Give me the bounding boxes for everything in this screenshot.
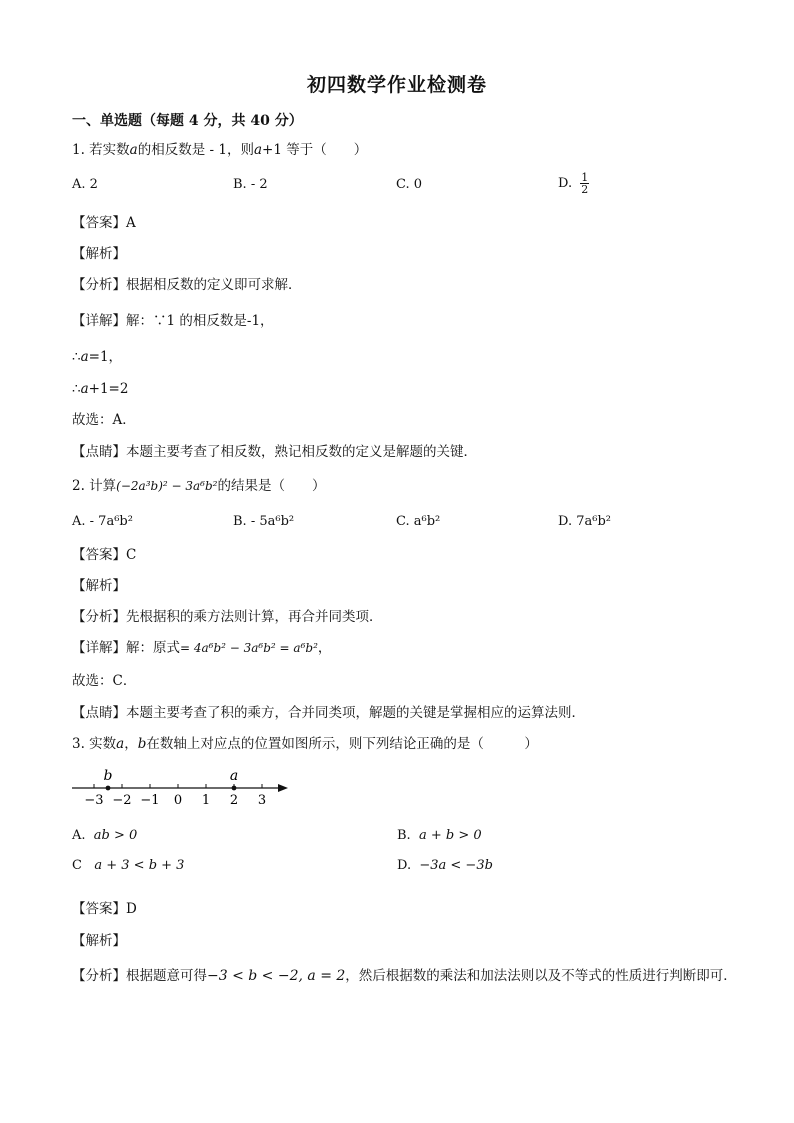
q3-option-a-expr: ab > 0 <box>93 828 138 843</box>
number-line-point-a-dot <box>232 786 237 791</box>
q3-stem-sep: ， <box>124 736 138 752</box>
number-line-tick-label: −2 <box>112 793 132 808</box>
q3-option-a <box>72 828 137 843</box>
section-heading: 一、单选题（每题 4 分，共 40 分） <box>72 113 303 129</box>
q2-analysis: 【分析】先根据积的乘方法则计算，再合并同类项． <box>72 609 383 625</box>
q3-option-c <box>72 858 184 873</box>
q3-stem-pre: 3. 实数 <box>72 736 117 752</box>
q1-stem-pre: 1. 若实数 <box>72 142 130 158</box>
q3-var-a: a <box>116 736 125 752</box>
q3-var-b: b <box>137 736 147 752</box>
number-line-tick-label: 3 <box>257 793 267 808</box>
q3-answer: 【答案】D <box>72 901 137 917</box>
q1-frac-den: 2 <box>581 183 589 196</box>
q1-jiexi: 【解析】 <box>72 246 126 262</box>
q2-option-b: B. - 5a⁶b² <box>233 514 295 529</box>
q1-frac-num: 1 <box>581 171 589 184</box>
q1-stem <box>72 141 367 159</box>
q2-choose: 故选：C． <box>72 673 137 689</box>
q3-option-a-label: A. <box>72 828 86 843</box>
q1-tip: 【点睛】本题主要考查了相反数，熟记相反数的定义是解题的关键． <box>72 444 477 460</box>
q2-jiexi: 【解析】 <box>72 578 126 594</box>
q2-option-a: A. - 7a⁶b² <box>72 514 133 529</box>
q3-option-b <box>397 828 482 843</box>
number-line <box>66 762 306 812</box>
q1-option-c: C. 0 <box>396 177 423 192</box>
q1-step2-post: =1， <box>88 349 123 365</box>
q2-stem-post: 的结果是（ ） <box>217 478 326 494</box>
q3-option-c-expr: a + 3 < b + 3 <box>94 858 185 873</box>
q1-var-a: a <box>129 142 138 158</box>
q3-jiexi: 【解析】 <box>72 933 126 949</box>
q1-step2-var: a <box>80 349 89 365</box>
q3-analysis-expr: −3 < b < −2, a = 2 <box>207 968 346 984</box>
q3-stem-post: 在数轴上对应点的位置如图所示，则下列结论正确的是（ ） <box>146 736 538 752</box>
page-title: 初四数学作业检测卷 <box>306 74 487 96</box>
q1-step3-post: +1=2 <box>88 381 129 397</box>
q3-analysis <box>72 967 737 985</box>
q3-option-b-expr: a + b > 0 <box>418 828 482 843</box>
q3-analysis-post: ，然后根据数的乘法和加法法则以及不等式的性质进行判断即可． <box>345 968 737 984</box>
q1-step3-var: a <box>80 381 89 397</box>
number-line-tick-label: 2 <box>229 793 239 808</box>
q1-step-3 <box>72 380 128 398</box>
q1-step2-pre: ∴ <box>72 349 81 365</box>
q3-analysis-pre: 【分析】根据题意可得 <box>72 968 207 984</box>
q1-stem-post: +1 等于（ ） <box>262 142 368 158</box>
q3-option-c-label: C <box>72 858 82 873</box>
q3-option-d-expr: −3a < −3b <box>419 858 493 873</box>
q1-option-b: B. - 2 <box>233 177 268 192</box>
number-line-point-b-dot <box>106 786 111 791</box>
q2-detail-post: ， <box>317 640 332 656</box>
q1-choose: 故选：A． <box>72 412 136 428</box>
number-line-arrow <box>278 784 288 792</box>
q2-stem <box>72 477 325 495</box>
q1-stem-mid: 的相反数是 - 1，则 <box>137 142 254 158</box>
q1-var-a2: a <box>253 142 263 158</box>
q2-detail-expression: = 4a⁶b² − 3a⁶b² = a⁶b² <box>180 641 318 655</box>
q2-detail-pre: 【详解】解：原式 <box>72 640 180 656</box>
q3-option-b-label: B. <box>397 828 411 843</box>
q2-option-d: D. 7a⁶b² <box>558 514 611 529</box>
q3-option-d-label: D. <box>397 858 412 873</box>
number-line-tick-label: −3 <box>84 793 104 808</box>
number-line-point-b-label: b <box>103 768 113 784</box>
q2-expression: (−2a³b)² − 3a⁶b² <box>116 479 218 493</box>
q2-stem-pre: 2. 计算 <box>72 478 117 494</box>
q2-answer: 【答案】C <box>72 547 137 563</box>
q1-answer: 【答案】A <box>72 215 136 231</box>
q1-step3-pre: ∴ <box>72 381 81 397</box>
q2-tip: 【点睛】本题主要考查了积的乘方，合并同类项，解题的关键是掌握相应的运算法则． <box>72 705 585 721</box>
q3-stem <box>72 735 538 753</box>
number-line-tick-label: 0 <box>173 793 183 808</box>
q1-option-d-label: D. <box>558 176 573 191</box>
q2-detail <box>72 639 331 657</box>
number-line-point-a-label: a <box>229 768 239 784</box>
q1-fraction <box>580 172 589 195</box>
q1-analysis: 【分析】根据相反数的定义即可求解． <box>72 277 302 293</box>
number-line-tick-label: 1 <box>201 793 211 808</box>
number-line-tick-label: −1 <box>140 793 160 808</box>
q1-step-2 <box>72 348 122 366</box>
q1-option-a: A. 2 <box>72 177 98 192</box>
q3-option-d <box>397 858 493 873</box>
q1-detail: 【详解】解：∵1 的相反数是-1， <box>72 313 274 329</box>
q1-option-d <box>558 172 589 195</box>
q2-option-c: C. a⁶b² <box>396 514 441 529</box>
